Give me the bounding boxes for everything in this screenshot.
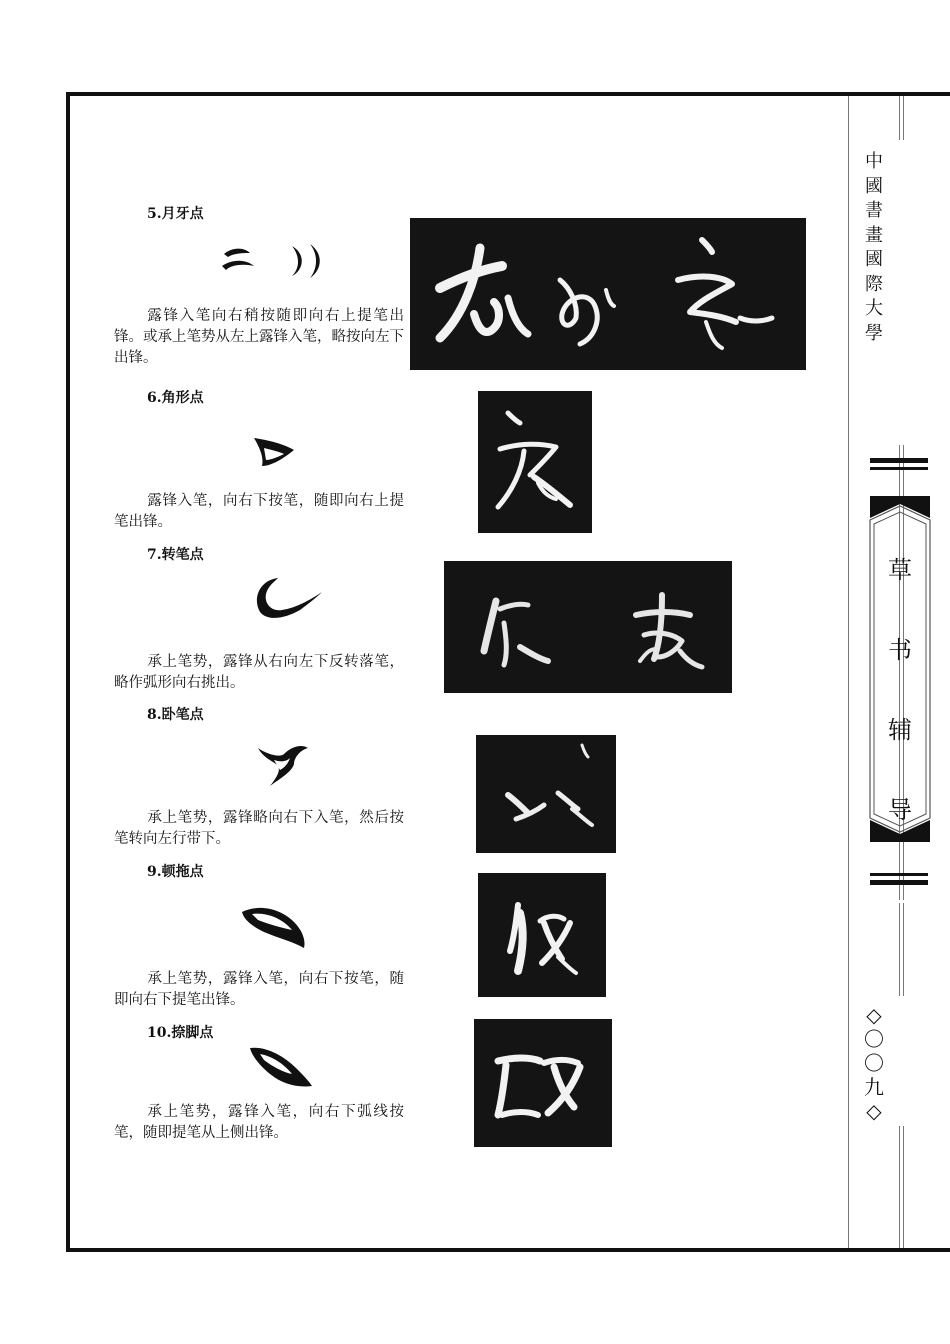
plaque-bottom-bar xyxy=(870,880,928,885)
dot-type-heading: 6.角形点 xyxy=(147,390,204,406)
calligraphy-sample xyxy=(478,873,606,997)
plaque-bottom-bar xyxy=(870,873,928,876)
dot-type-heading: 7.转笔点 xyxy=(147,547,204,563)
section-title: 草 书 辅 导 xyxy=(888,556,912,824)
calligraphy-sample xyxy=(474,1019,612,1147)
dot-type-description: 露锋入笔，向右下按笔，随即向右上提笔出锋。 xyxy=(114,493,404,530)
page-frame-bottom xyxy=(66,1248,950,1252)
dot-type-description: 露锋入笔向右稍按随即向右上提笔出锋。或承上笔势从左上露锋入笔，略按向左下出锋。 xyxy=(114,308,404,366)
calligraphy-sample xyxy=(410,218,806,370)
crescent-dot-illustration xyxy=(218,240,330,280)
press-foot-dot-illustration xyxy=(246,1042,316,1092)
rubbing-panel xyxy=(478,391,592,533)
rubbing-panel xyxy=(478,873,606,997)
lying-dot-illustration xyxy=(254,738,310,792)
sidebar-rule xyxy=(848,96,849,1248)
calligraphy-sample xyxy=(478,391,592,533)
sidebar-gap xyxy=(872,900,916,903)
dot-type-heading: 9.顿拖点 xyxy=(147,864,204,880)
calligraphy-sample xyxy=(476,735,616,853)
dot-type-description: 承上笔势，露锋略向右下入笔，然后按笔转向左行带下。 xyxy=(114,810,404,847)
rubbing-panel xyxy=(474,1019,612,1147)
dot-type-description: 承上笔势，露锋从右向左下反转落笔，略作弧形向右挑出。 xyxy=(114,654,404,691)
dot-type-heading: 5.月牙点 xyxy=(147,206,204,222)
turning-dot-illustration xyxy=(250,574,326,622)
dot-type-heading: 10.捺脚点 xyxy=(147,1025,214,1041)
plaque-top-bar xyxy=(870,467,928,470)
angular-dot-illustration xyxy=(250,432,300,472)
calligraphy-sample xyxy=(444,561,732,693)
page-frame-left xyxy=(66,92,70,1252)
plaque-top-bar xyxy=(870,458,928,463)
page-number: ◇ 〇 〇 九 ◇ xyxy=(864,1003,884,1123)
dot-type-description: 承上笔势，露锋入笔，向右下按笔，随即向右下提笔出锋。 xyxy=(114,971,404,1008)
dot-type-description: 承上笔势，露锋入笔，向右下弧线按笔，随即提笔从上侧出锋。 xyxy=(114,1104,404,1141)
rubbing-panel xyxy=(476,735,616,853)
dot-type-heading: 8.卧笔点 xyxy=(147,707,204,723)
rubbing-panel xyxy=(444,561,732,693)
series-title: 中 國 書 畫 國 際 大 學 xyxy=(865,151,883,344)
page-frame-top xyxy=(66,92,950,96)
rubbing-panel xyxy=(410,218,806,370)
pause-drag-dot-illustration xyxy=(238,900,310,952)
